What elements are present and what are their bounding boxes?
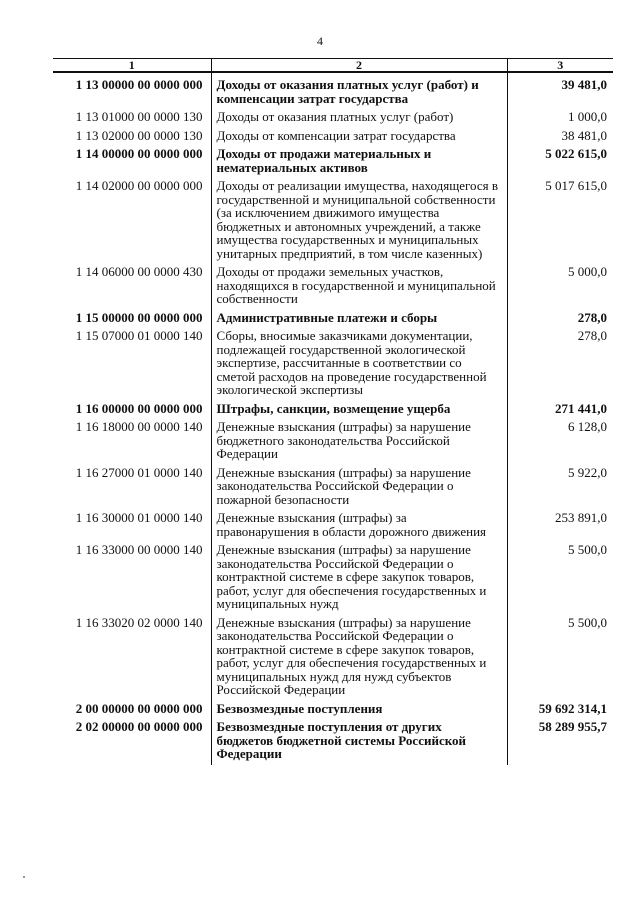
row-name: Денежные взыскания (штрафы) за нарушение законодательства Российской Федерации о пожарной безопасности xyxy=(211,461,507,507)
row-amount: 278,0 xyxy=(507,324,613,397)
row-code: 1 16 33020 02 0000 140 xyxy=(75,614,203,630)
table-row xyxy=(53,506,613,538)
table-row-section xyxy=(53,397,613,416)
row-name: Денежные взыскания (штрафы) за нарушение бюджетного законодательства Российской Федерации xyxy=(211,415,507,461)
table-row xyxy=(53,461,613,507)
row-code: 1 15 07000 01 0000 140 xyxy=(75,328,203,343)
row-amount: 1 000,0 xyxy=(507,105,613,124)
table-row xyxy=(53,324,613,397)
table-row-section xyxy=(53,72,613,105)
table-row-section xyxy=(53,715,613,765)
row-amount: 5 922,0 xyxy=(507,461,613,507)
table-row xyxy=(53,415,613,461)
row-amount: 5 022 615,0 xyxy=(507,142,613,174)
table-row-section xyxy=(53,306,613,325)
column-header-name: 2 xyxy=(211,59,507,73)
table-row xyxy=(53,611,613,697)
table-header-row xyxy=(53,59,613,73)
table-row xyxy=(53,538,613,611)
row-amount: 5 017 615,0 xyxy=(507,174,613,260)
row-code: 1 16 00000 00 0000 000 xyxy=(75,400,203,416)
scan-speck xyxy=(23,876,25,878)
row-code: 2 00 00000 00 0000 000 xyxy=(75,700,203,716)
row-amount: 253 891,0 xyxy=(507,506,613,538)
row-name: Доходы от компенсации затрат государства xyxy=(211,124,507,143)
row-code: 1 13 00000 00 0000 000 xyxy=(75,77,203,92)
column-header-code: 1 xyxy=(53,59,211,73)
row-code: 1 16 27000 01 0000 140 xyxy=(75,464,203,480)
table-row xyxy=(53,105,613,124)
row-code: 1 16 30000 01 0000 140 xyxy=(75,510,203,525)
row-code: 1 16 33000 00 0000 140 xyxy=(75,542,203,557)
row-code: 2 02 00000 00 0000 000 xyxy=(75,719,203,734)
row-name: Доходы от продажи земельных участков, находящихся в государственной и муниципальной собственности xyxy=(211,260,507,306)
row-amount: 39 481,0 xyxy=(507,72,613,105)
row-amount: 5 000,0 xyxy=(507,260,613,306)
table-body xyxy=(53,72,613,765)
row-code: 1 13 01000 00 0000 130 xyxy=(75,109,203,124)
row-name: Безвозмездные поступления от других бюджетов бюджетной системы Российской Федерации xyxy=(211,715,507,765)
row-name: Штрафы, санкции, возмещение ущерба xyxy=(211,397,507,416)
row-code: 1 14 06000 00 0000 430 xyxy=(75,264,203,279)
table-row-section xyxy=(53,697,613,716)
row-name: Доходы от оказания платных услуг (работ) и компенсации затрат государства xyxy=(211,72,507,105)
row-code: 1 14 02000 00 0000 000 xyxy=(75,178,203,193)
row-name: Административные платежи и сборы xyxy=(211,306,507,325)
table-row xyxy=(53,124,613,143)
row-amount: 278,0 xyxy=(507,306,613,325)
row-code: 1 13 02000 00 0000 130 xyxy=(75,127,203,143)
row-amount: 58 289 955,7 xyxy=(507,715,613,765)
row-amount: 5 500,0 xyxy=(507,611,613,697)
row-amount: 271 441,0 xyxy=(507,397,613,416)
row-amount: 6 128,0 xyxy=(507,415,613,461)
row-name: Безвозмездные поступления xyxy=(211,697,507,716)
row-amount: 5 500,0 xyxy=(507,538,613,611)
row-name: Доходы от оказания платных услуг (работ) xyxy=(211,105,507,124)
table-row xyxy=(53,174,613,260)
row-name: Сборы, вносимые заказчиками документации, подлежащей государственной экологической экспертизе, рассчитанные в соответствии со сметой расходов на проведение государственной экологической экспертизы xyxy=(211,324,507,397)
row-name: Денежные взыскания (штрафы) за нарушение законодательства Российской Федерации о контрактной системе в сфере закупок товаров, работ, услуг для обеспечения государственных и муниципальных нужд xyxy=(211,538,507,611)
row-amount: 38 481,0 xyxy=(507,124,613,143)
row-name: Доходы от реализации имущества, находящегося в государственной и муниципальной собственности (за исключением движимого имущества бюджетных и автономных учреждений, а также имущества государственных и муниципальных унитарных предприятий, в том числе казенных) xyxy=(211,174,507,260)
row-code: 1 15 00000 00 0000 000 xyxy=(75,309,203,325)
page-number: 4 xyxy=(317,34,323,48)
row-code: 1 14 00000 00 0000 000 xyxy=(75,146,203,161)
table-row xyxy=(53,260,613,306)
table-row-section xyxy=(53,142,613,174)
row-name: Денежные взыскания (штрафы) за правонарушения в области дорожного движения xyxy=(211,506,507,538)
row-name: Денежные взыскания (штрафы) за нарушение законодательства Российской Федерации о контрактной системе в сфере закупок товаров, работ, услуг для обеспечения государственных и муниципальных нужд для нужд субъектов Российской Федерации xyxy=(211,611,507,697)
row-amount: 59 692 314,1 xyxy=(507,697,613,716)
row-code: 1 16 18000 00 0000 140 xyxy=(75,419,203,434)
row-name: Доходы от продажи материальных и нематериальных активов xyxy=(211,142,507,174)
revenue-table xyxy=(53,58,613,765)
column-header-amount: 3 xyxy=(507,59,613,73)
